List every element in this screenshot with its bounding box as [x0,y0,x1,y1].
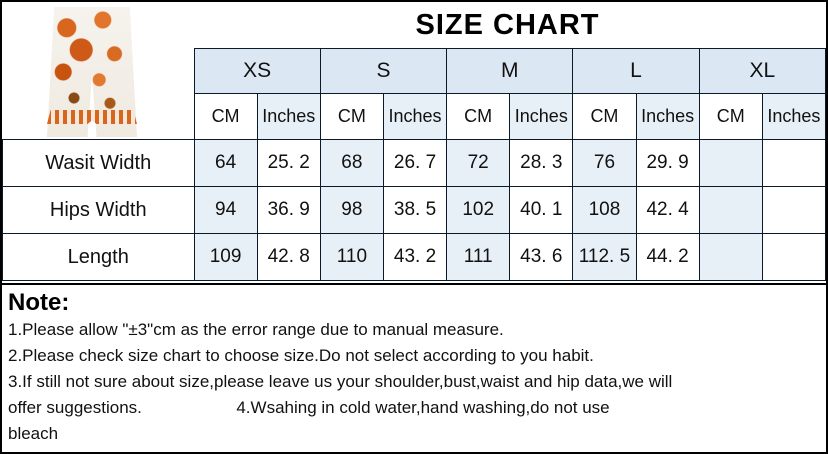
cell-waist-l-in: 29. 9 [636,140,699,187]
cell-length-xl-cm [699,234,762,281]
cell-hips-l-cm: 108 [573,187,636,234]
note-line-4: offer suggestions. 4.Wsahing in cold water,hand washing,do not use [8,398,610,417]
page-title: SIZE CHART [415,8,600,41]
cell-hips-xl-cm [699,187,762,234]
cell-length-m-cm: 111 [447,234,510,281]
cell-hips-xl-in [762,187,825,234]
note-line-1: 1.Please allow "±3"cm as the error range due to manual measure. [8,320,504,339]
size-header-xl: XL [699,49,825,94]
cell-waist-s-cm: 68 [320,140,383,187]
unit-corner-cell [3,94,195,140]
cell-hips-m-cm: 102 [447,187,510,234]
unit-header-xs-cm: CM [194,94,257,140]
unit-header-s-inches: Inches [383,94,446,140]
note-line-2: 2.Please check size chart to choose size.Do not select according to you habit. [8,346,594,365]
unit-header-xl-inches: Inches [762,94,825,140]
cell-hips-xs-cm: 94 [194,187,257,234]
cell-length-l-in: 44. 2 [636,234,699,281]
cell-length-l-cm: 112. 5 [573,234,636,281]
note-section [2,283,826,452]
size-header-m: M [447,49,573,94]
row-label-length: Length [3,234,195,281]
cell-length-xl-in [762,234,825,281]
note-line-5: bleach [8,424,59,443]
cell-waist-m-cm: 72 [447,140,510,187]
cell-waist-xl-in [762,140,825,187]
cell-length-m-in: 43. 6 [510,234,573,281]
cell-hips-s-in: 38. 5 [383,187,446,234]
unit-header-xl-cm: CM [699,94,762,140]
cell-hips-m-in: 40. 1 [510,187,573,234]
note-title: Note: [8,289,70,316]
cell-waist-xl-cm [699,140,762,187]
unit-header-m-inches: Inches [510,94,573,140]
unit-header-xs-inches: Inches [257,94,320,140]
corner-cell [3,49,195,94]
size-header-l: L [573,49,699,94]
cell-waist-l-cm: 76 [573,140,636,187]
table-row-units [3,94,826,140]
cell-waist-xs-cm: 64 [194,140,257,187]
cell-hips-xs-in: 36. 9 [257,187,320,234]
cell-length-s-cm: 110 [320,234,383,281]
size-header-xs: XS [194,49,320,94]
cell-length-s-in: 43. 2 [383,234,446,281]
note-line-3: 3.If still not sure about size,please leave us your shoulder,bust,waist and hip data,we will [8,372,673,391]
cell-length-xs-cm: 109 [194,234,257,281]
cell-hips-l-in: 42. 4 [636,187,699,234]
size-header-s: S [320,49,446,94]
cell-hips-s-cm: 98 [320,187,383,234]
row-label-hips-width: Hips Width [3,187,195,234]
row-label-waist-width: Wasit Width [3,140,195,187]
table-row [3,187,826,234]
unit-header-l-inches: Inches [636,94,699,140]
table-row [3,234,826,281]
size-table [2,48,826,281]
unit-header-m-cm: CM [447,94,510,140]
cell-waist-s-in: 26. 7 [383,140,446,187]
unit-header-s-cm: CM [320,94,383,140]
table-row-sizes [3,49,826,94]
cell-waist-m-in: 28. 3 [510,140,573,187]
table-row [3,140,826,187]
cell-waist-xs-in: 25. 2 [257,140,320,187]
cell-length-xs-in: 42. 8 [257,234,320,281]
unit-header-l-cm: CM [573,94,636,140]
